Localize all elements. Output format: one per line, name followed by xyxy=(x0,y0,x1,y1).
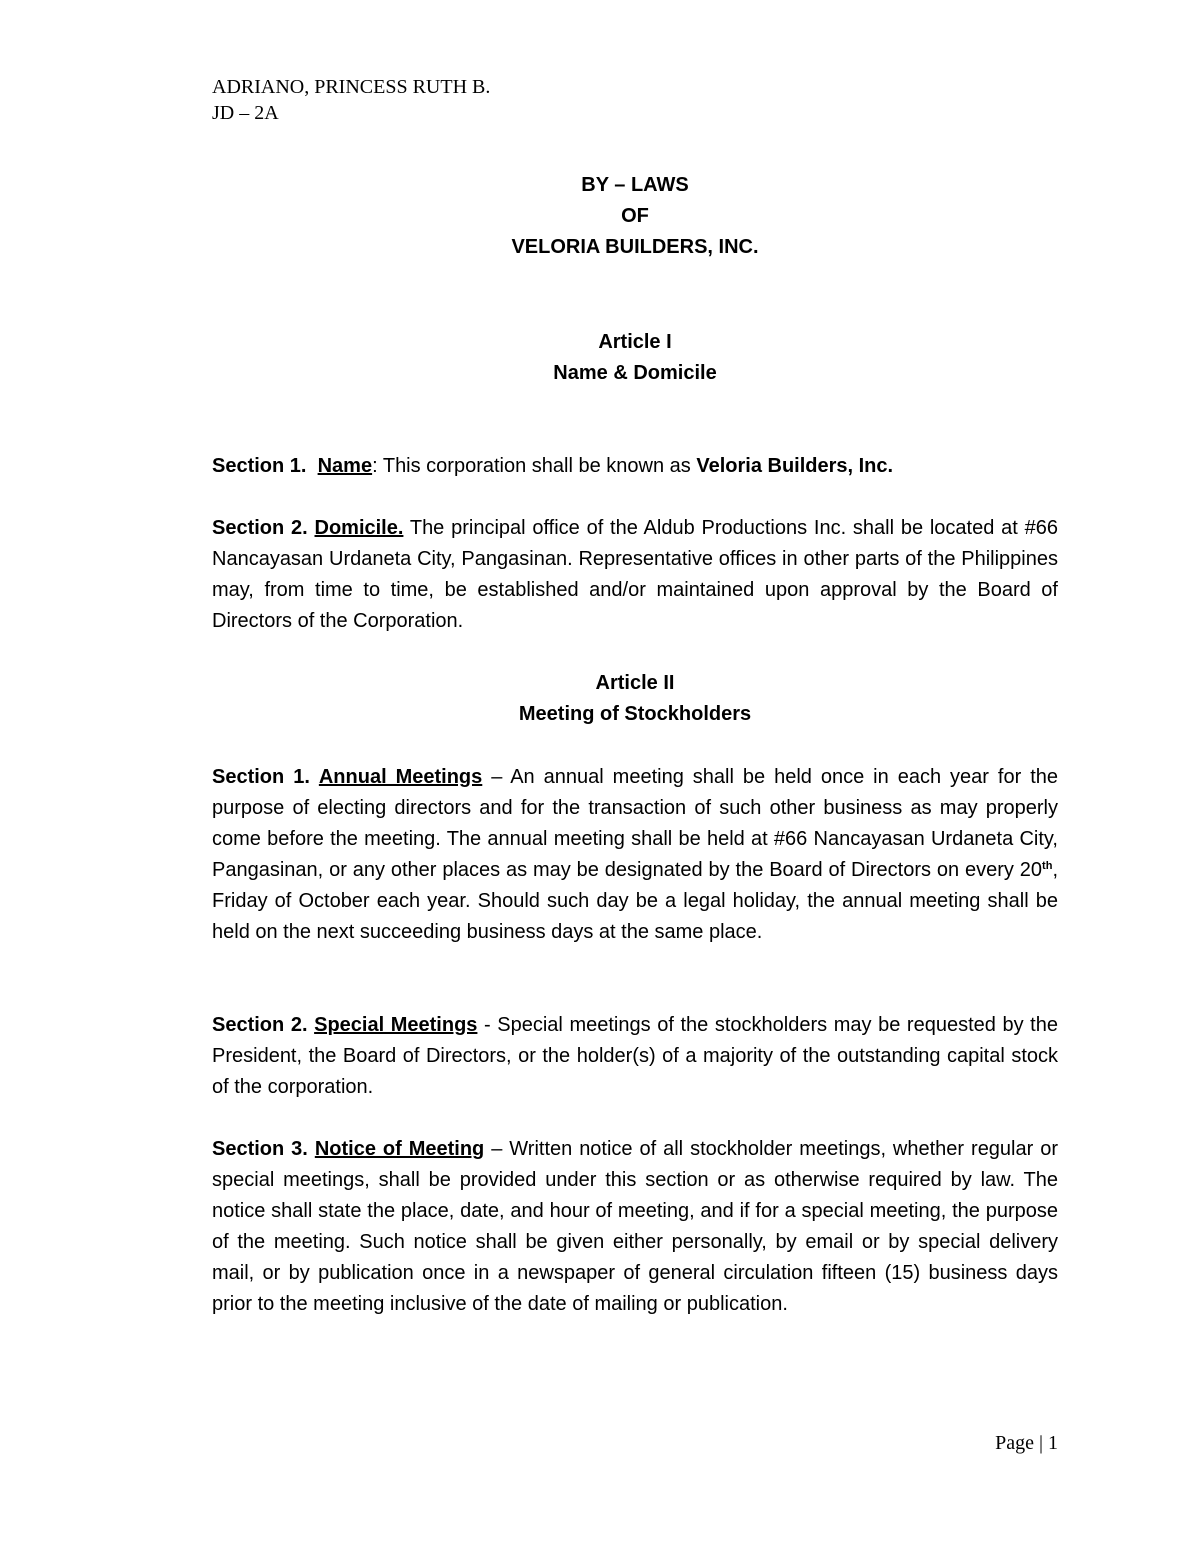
section-title: Special Meetings xyxy=(314,1014,478,1036)
title-line-2: OF xyxy=(621,205,649,227)
section-label: Section 2. xyxy=(212,1014,308,1036)
corporation-name: Veloria Builders, Inc. xyxy=(696,455,894,477)
author-class: JD – 2A xyxy=(212,102,279,124)
title-line-3: VELORIA BUILDERS, INC. xyxy=(511,236,759,258)
title-line-1: BY – LAWS xyxy=(581,174,689,196)
article-1-section-1 xyxy=(212,451,1058,482)
section-text: The principal office of the Aldub Productions Inc. shall be located at #66 Nancayasan Urdaneta City, Pangasinan. Representative offices in other parts of the Philippines may, from time to time, be established and/or maintained upon approval by the Board of Directors of the Corporation. xyxy=(212,517,1058,632)
author-header xyxy=(212,74,490,126)
section-title: Domicile. xyxy=(314,517,404,539)
article-2-section-2 xyxy=(212,1010,1058,1103)
section-label: Section 1. xyxy=(212,455,307,477)
section-title: Name xyxy=(317,455,373,477)
section-text: - Special meetings of the stockholders may be requested by the President, the Board of Directors, or the holder(s) of a majority of the outstanding capital stock of the corporation. xyxy=(212,1014,1058,1098)
section-label: Section 2. xyxy=(212,517,308,539)
section-text: : This corporation shall be known as xyxy=(372,455,697,477)
document-title xyxy=(212,170,1058,263)
article-1-section-2 xyxy=(212,513,1058,637)
section-label: Section 3. xyxy=(212,1138,308,1160)
page-number: Page | 1 xyxy=(995,1432,1058,1454)
section-text: – Written notice of all stockholder meetings, whether regular or special meetings, shall be provided under this section or as otherwise required by law. The notice shall state the place, date, and hour of meeting, and if for a special meeting, the purpose of the meeting. Such notice shall be given either personally, by email or by special delivery mail, or by publication once in a newspaper of general circulation fifteen (15) business days prior to the meeting inclusive of the date of mailing or publication. xyxy=(212,1138,1059,1315)
article-1-number: Article I xyxy=(598,331,672,353)
article-2-heading xyxy=(212,668,1058,730)
article-2-number: Article II xyxy=(595,672,675,694)
article-2-section-1 xyxy=(212,762,1058,948)
article-2-section-3 xyxy=(212,1134,1058,1320)
section-title: Annual Meetings xyxy=(318,766,483,788)
section-text: – An annual meeting shall be held once in each year for the purpose of electing directors and for the transaction of such other business as may properly come before the meeting. The annual meeting shall be held at #66 Nancayasan Urdaneta City, Pangasinan, or any other places as may be designated by the Board of Directors on every 20 xyxy=(212,766,1058,881)
ordinal-suffix: th xyxy=(1042,860,1053,872)
article-1-name: Name & Domicile xyxy=(553,362,717,384)
author-name: ADRIANO, PRINCESS RUTH B. xyxy=(212,76,491,98)
section-title: Notice of Meeting xyxy=(314,1138,485,1160)
section-text-continued: , Friday of October each year. Should such day be a legal holiday, the annual meeting shall be held on the next succeeding business days at the same place. xyxy=(212,859,1058,943)
article-2-name: Meeting of Stockholders xyxy=(518,703,752,725)
article-1-heading xyxy=(212,327,1058,389)
section-label: Section 1. xyxy=(212,766,310,788)
